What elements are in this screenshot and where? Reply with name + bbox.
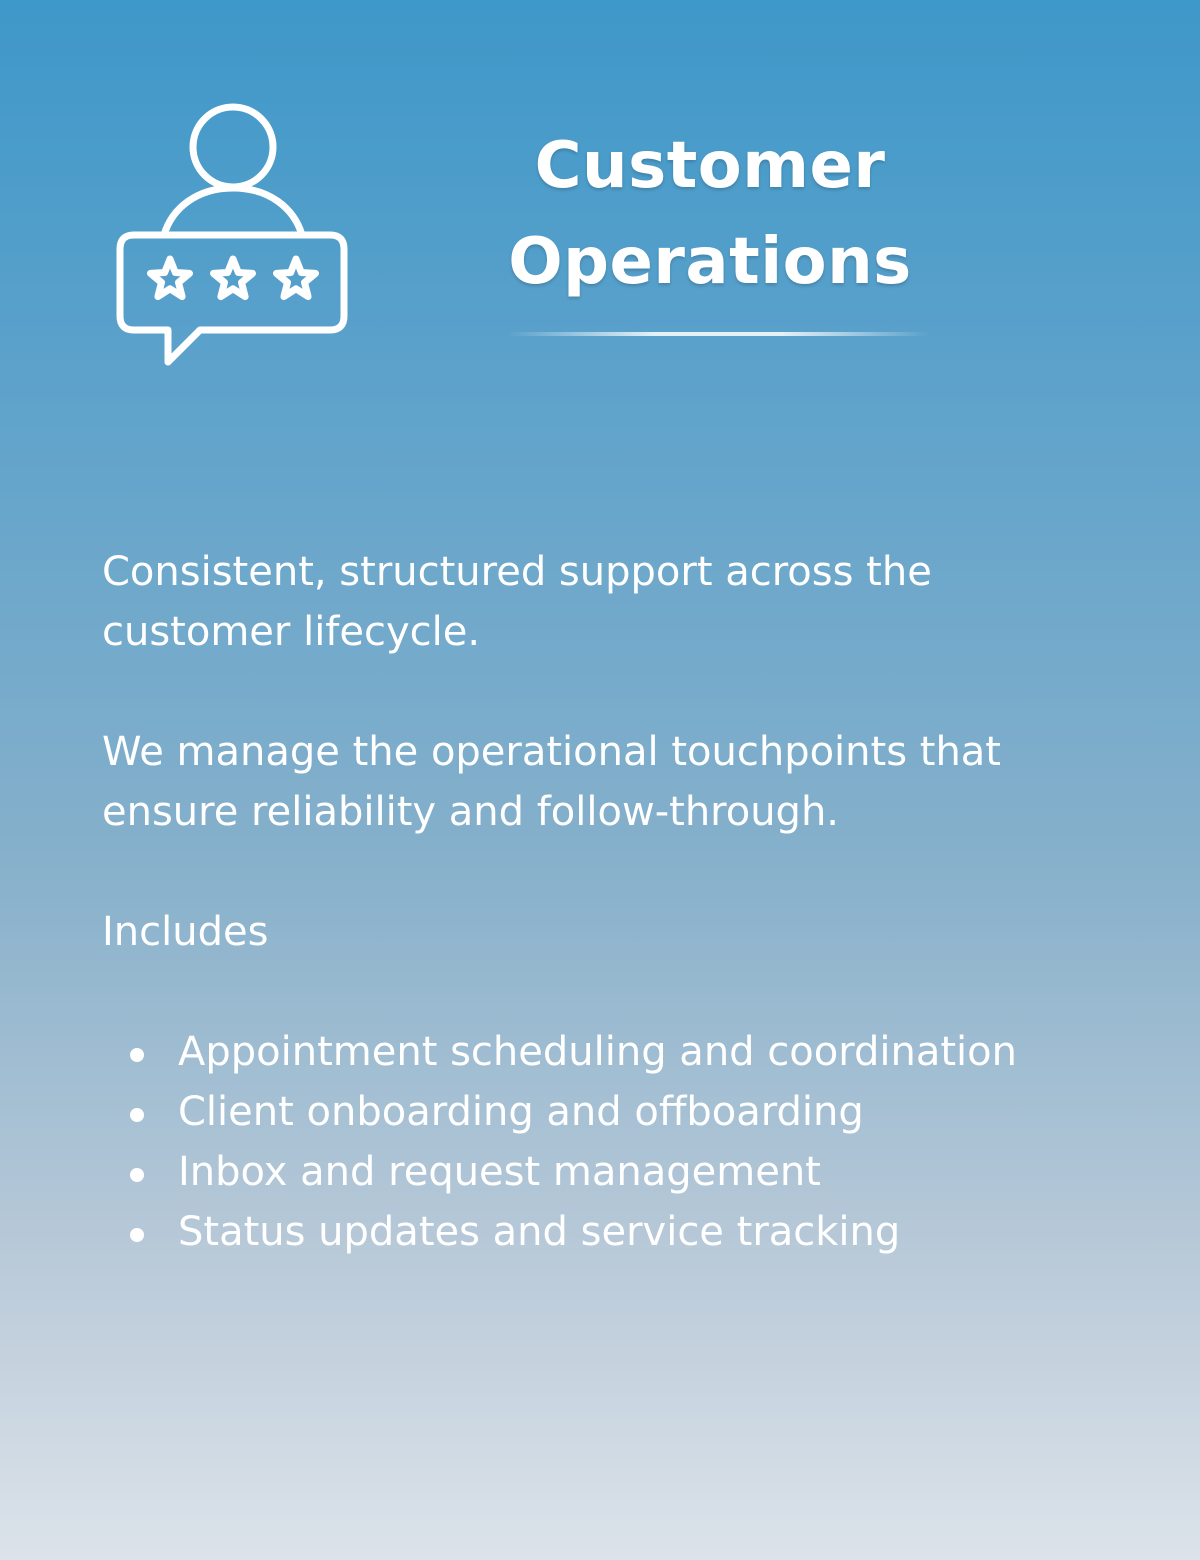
includes-list — [102, 1022, 1062, 1262]
list-item: Status updates and service tracking — [178, 1202, 1062, 1262]
description-paragraph: We manage the operational touchpoints that ensure reliability and follow-through. — [102, 729, 1001, 835]
title-line-2: Operations — [508, 225, 912, 299]
customer-rating-icon — [112, 100, 352, 370]
includes-heading: Includes — [102, 909, 269, 955]
list-item: Appointment scheduling and coordination — [178, 1022, 1062, 1082]
title-line-1: Customer — [534, 129, 886, 203]
intro-paragraph: Consistent, structured support across the customer lifecycle. — [102, 549, 932, 655]
list-item: Inbox and request management — [178, 1142, 1062, 1202]
list-item: Client onboarding and offboarding — [178, 1082, 1062, 1142]
card-body — [102, 542, 1062, 1262]
title-divider — [508, 332, 928, 336]
page-title — [450, 118, 970, 310]
